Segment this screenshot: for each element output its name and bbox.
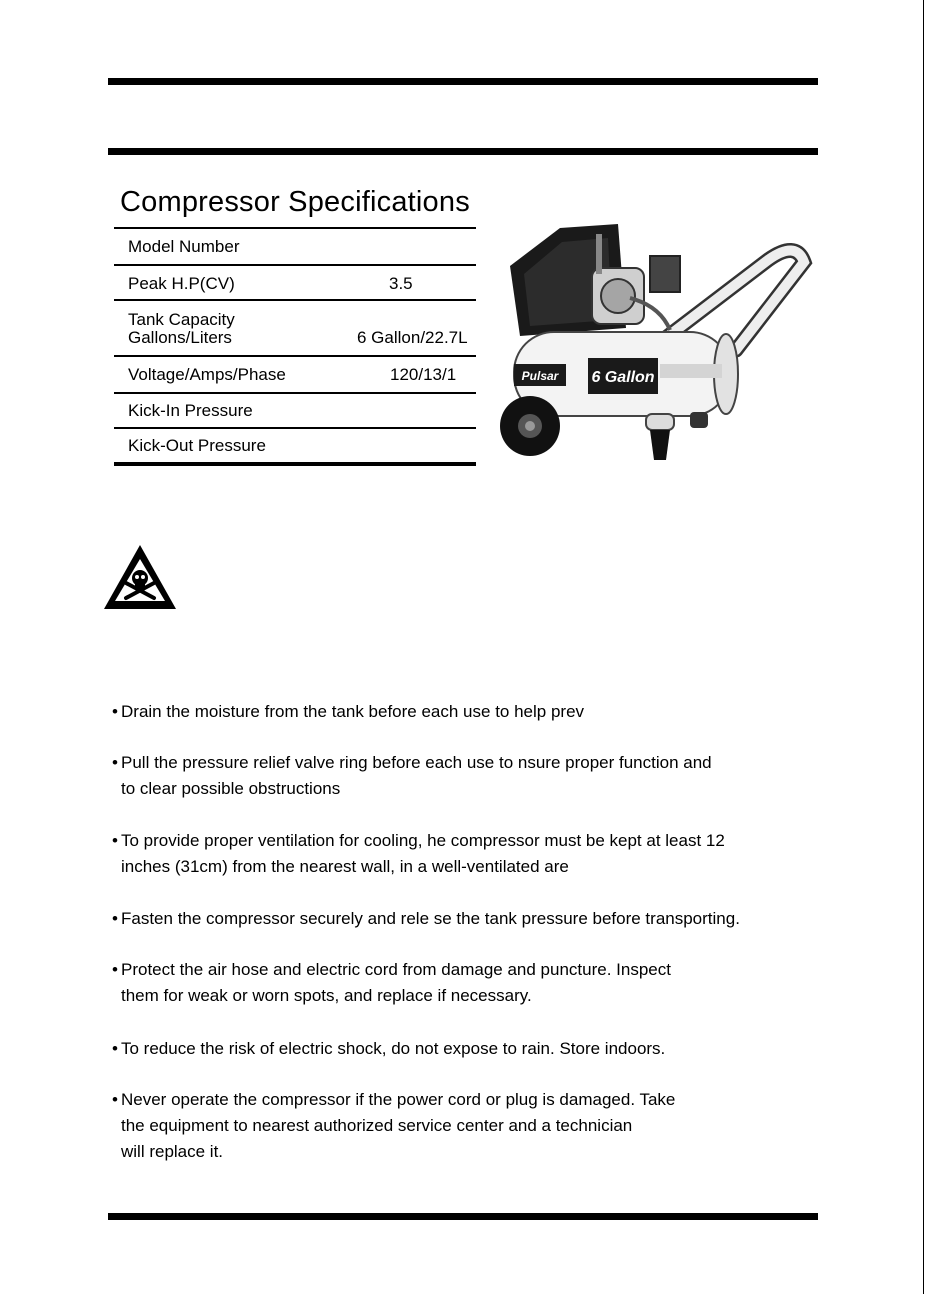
list-item	[112, 699, 822, 725]
spec-label: Voltage/Amps/Phase	[128, 365, 286, 384]
header-rule-top	[108, 78, 818, 85]
spec-title: Compressor Specifications	[120, 186, 470, 218]
bullet-text: Pull the pressure relief valve ring before each use to nsure proper function and to clear possible obstructions	[121, 753, 712, 798]
capacity-text: 6 Gallon	[591, 369, 655, 386]
bullet-symbol: •	[112, 753, 118, 772]
spec-row-model	[114, 229, 476, 266]
bullet-text: To provide proper ventilation for cooling, he compressor must be kept at least 12 inches (31cm) from the nearest wall, in a well-ventilated are	[121, 831, 725, 876]
list-item	[112, 906, 822, 932]
brand-text: Pulsar	[521, 369, 559, 383]
bullet-symbol: •	[112, 702, 118, 721]
bullet-text: To reduce the risk of electric shock, do not expose to rain. Store indoors.	[121, 1039, 666, 1058]
spec-row-hp	[114, 266, 476, 301]
air-compressor-image	[500, 210, 818, 466]
spec-table	[114, 227, 476, 466]
footer-rule	[108, 1213, 818, 1220]
list-item	[112, 828, 822, 880]
bullet-text: Drain the moisture from the tank before each use to help prev	[121, 702, 585, 721]
spec-row-kick-in	[114, 394, 476, 429]
spec-value: 6 Gallon/22.7L	[357, 328, 468, 347]
bullet-symbol: •	[112, 1039, 118, 1058]
spec-label: Kick-In Pressure	[128, 401, 253, 420]
bullet-symbol: •	[112, 960, 118, 979]
bullet-text: Protect the air hose and electric cord from damage and puncture. Inspect them for weak or worn spots, and replace if necessary.	[121, 960, 671, 1005]
page-edge-line	[923, 0, 924, 1294]
skull-crossbones-hazard-icon	[102, 543, 178, 611]
bullet-symbol: •	[112, 1090, 118, 1109]
list-item	[112, 750, 822, 802]
bullet-symbol: •	[112, 909, 118, 928]
bullet-text: Fasten the compressor securely and rele se the tank pressure before transporting.	[121, 909, 740, 928]
spec-label: Peak H.P(CV)	[128, 274, 235, 293]
spec-value: 120/13/1	[390, 365, 457, 384]
spec-row-tank	[114, 301, 476, 357]
spec-value: 3.5	[389, 274, 413, 293]
list-item	[112, 1087, 822, 1165]
bullet-text: Never operate the compressor if the power cord or plug is damaged. Take the equipment to nearest authorized service center and a technician will replace it.	[121, 1090, 676, 1161]
bullet-symbol: •	[112, 831, 118, 850]
spec-label: Kick-Out Pressure	[128, 436, 266, 455]
spec-label: Model Number	[128, 237, 240, 256]
spec-row-voltage	[114, 357, 476, 394]
list-item	[112, 1036, 822, 1062]
spec-row-kick-out	[114, 429, 476, 466]
header-rule-bottom	[108, 148, 818, 155]
list-item	[112, 957, 822, 1009]
spec-label: Tank Capacity Gallons/Liters	[128, 310, 235, 347]
